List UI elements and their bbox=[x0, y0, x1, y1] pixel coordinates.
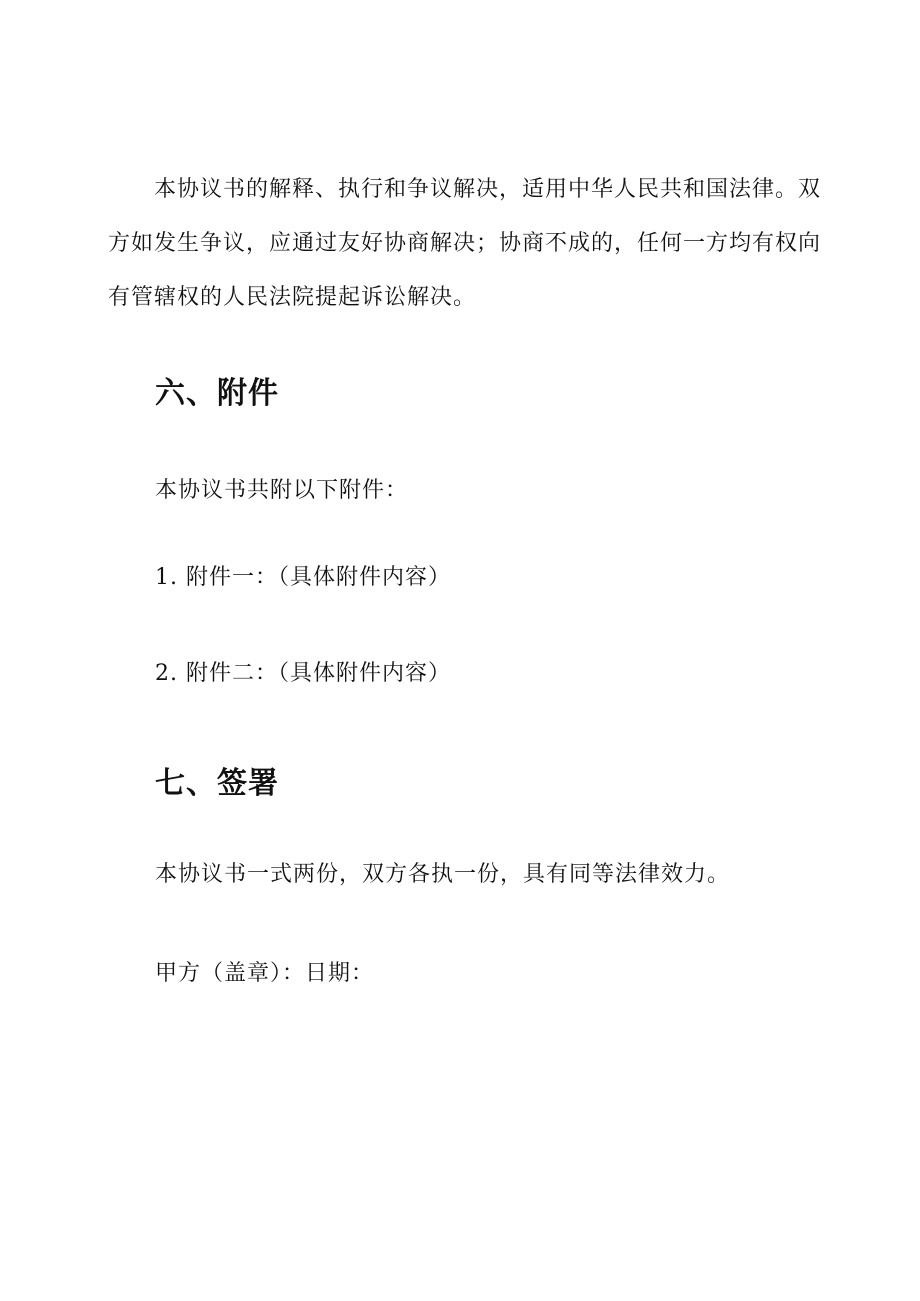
governing-law-paragraph: 本协议书的解释、执行和争议解决，适用中华人民共和国法律。双方如发生争议，应通过友好协商解决；协商不成的，任何一方均有权向有管辖权的人民法院提起诉讼解决。 bbox=[108, 177, 822, 310]
attachment-item-2: 2. 附件二：（具体附件内容） bbox=[155, 661, 451, 686]
attachment-item-1: 1. 附件一：（具体附件内容） bbox=[155, 565, 451, 590]
section-heading-signing: 七、签署 bbox=[155, 766, 279, 801]
signing-copies-statement: 本协议书一式两份，双方各执一份，具有同等法律效力。 bbox=[155, 862, 731, 887]
section-heading-attachments: 六、附件 bbox=[155, 376, 279, 411]
party-a-signature-line: 甲方（盖章）：日期： bbox=[155, 961, 375, 986]
attachments-intro: 本协议书共附以下附件： bbox=[155, 478, 409, 503]
